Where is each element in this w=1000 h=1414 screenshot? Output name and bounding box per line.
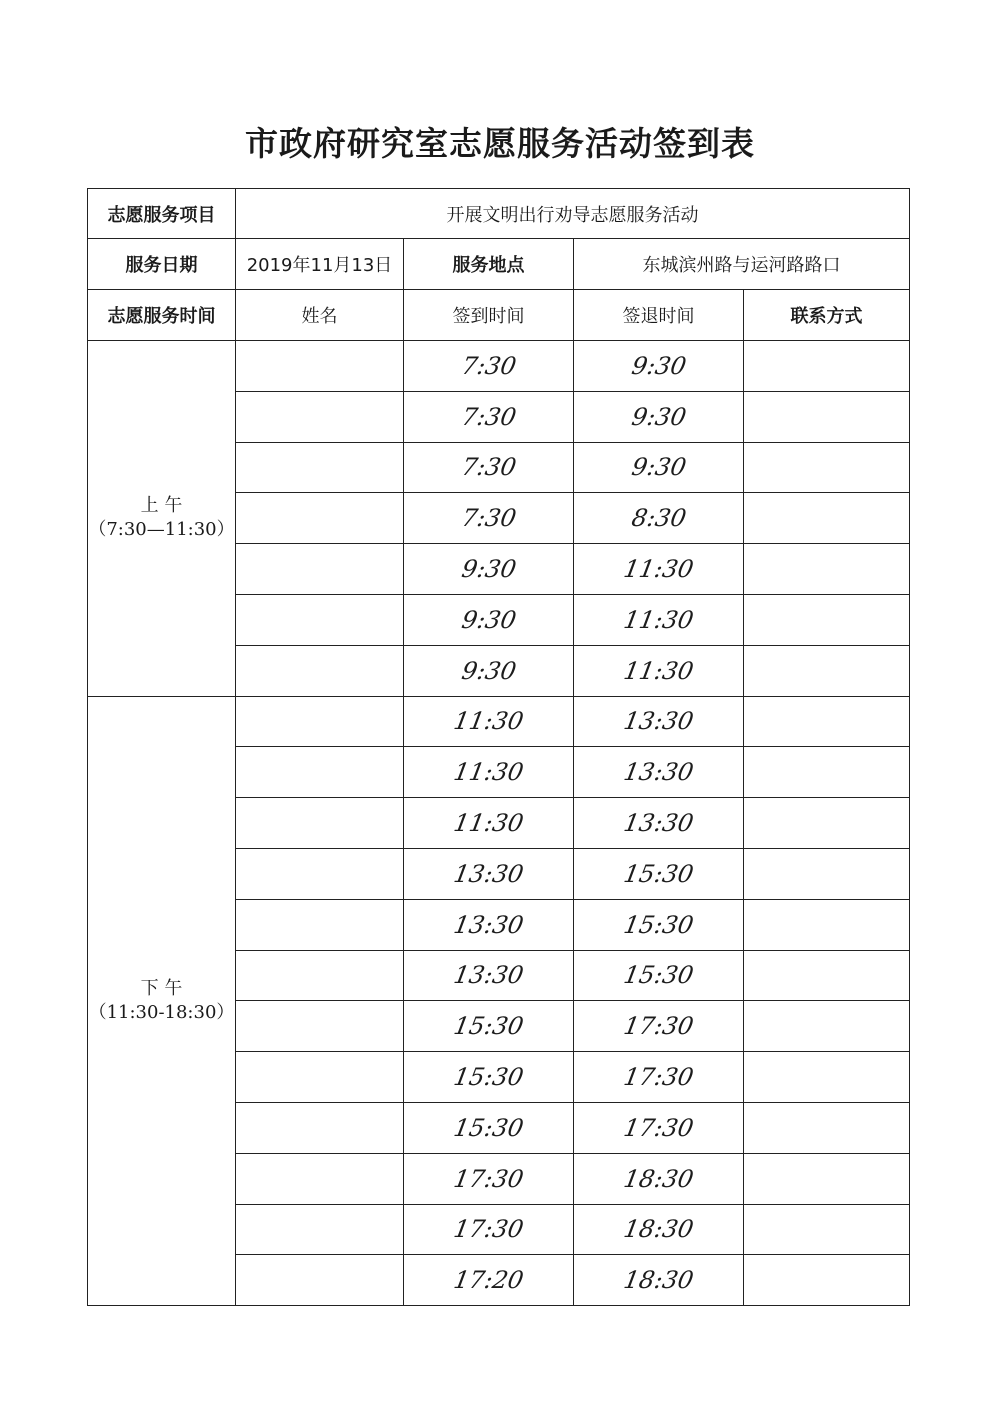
- sign-out-time: [574, 1153, 744, 1204]
- location-value: 东城滨州路与运河路路口: [574, 239, 910, 290]
- volunteer-signature: [236, 341, 404, 392]
- contact-cell: [744, 747, 910, 798]
- contact-cell: [744, 544, 910, 595]
- date-label: 服务日期: [88, 239, 236, 290]
- sign-out-time: [574, 442, 744, 493]
- session-time-range: （11:30-18:30）: [88, 1001, 235, 1023]
- sign-out-time: [574, 747, 744, 798]
- sign-out-time: [574, 1102, 744, 1153]
- sign-in-time: [404, 950, 574, 1001]
- sign-in-time: [404, 391, 574, 442]
- project-label: 志愿服务项目: [88, 189, 236, 239]
- sign-in-time: [404, 1204, 574, 1255]
- sign-out-time-text: 17:30: [621, 1113, 696, 1142]
- volunteer-signature: [236, 1204, 404, 1255]
- volunteer-signature: [236, 442, 404, 493]
- sign-out-time-text: 9:30: [629, 453, 688, 482]
- contact-cell: [744, 899, 910, 950]
- sign-out-time-text: 11:30: [621, 555, 696, 584]
- sign-in-time: [404, 594, 574, 645]
- sign-out-time-text: 11:30: [621, 605, 696, 634]
- sign-in-time: [404, 341, 574, 392]
- sign-in-time-text: 9:30: [459, 605, 518, 634]
- contact-cell: [744, 442, 910, 493]
- sign-out-time-text: 11:30: [621, 656, 696, 685]
- volunteer-signature: [236, 848, 404, 899]
- sign-out-time: [574, 594, 744, 645]
- page-title: 市政府研究室志愿服务活动签到表: [245, 124, 755, 163]
- sign-in-time: [404, 798, 574, 849]
- contact-cell: [744, 1153, 910, 1204]
- volunteer-signature: [236, 1001, 404, 1052]
- sign-out-time: [574, 1255, 744, 1306]
- sign-in-time-text: 11:30: [451, 707, 526, 736]
- date-location-row: [88, 239, 910, 290]
- sign-out-time: [574, 1204, 744, 1255]
- sign-out-time-text: 13:30: [621, 758, 696, 787]
- sign-out-time: [574, 1001, 744, 1052]
- sign-in-time-text: 13:30: [451, 859, 526, 888]
- sign-in-time: [404, 848, 574, 899]
- project-row: [88, 189, 910, 239]
- sign-out-time: [574, 1052, 744, 1103]
- sign-in-time: [404, 747, 574, 798]
- sign-out-time-text: 18:30: [621, 1266, 696, 1295]
- sign-in-time-text: 17:30: [451, 1215, 526, 1244]
- project-value: 开展文明出行劝导志愿服务活动: [236, 189, 910, 239]
- sign-in-time-text: 13:30: [451, 961, 526, 990]
- sign-out-time-text: 15:30: [621, 961, 696, 990]
- contact-cell: [744, 1255, 910, 1306]
- sign-out-time-text: 15:30: [621, 859, 696, 888]
- location-label: 服务地点: [404, 239, 574, 290]
- sign-in-table: [87, 188, 910, 1306]
- sign-out-time: [574, 544, 744, 595]
- volunteer-signature: [236, 544, 404, 595]
- contact-cell: [744, 1052, 910, 1103]
- volunteer-signature: [236, 899, 404, 950]
- name-header: 姓名: [236, 290, 404, 341]
- volunteer-signature: [236, 1255, 404, 1306]
- contact-cell: [744, 950, 910, 1001]
- morning-session-cell: [88, 341, 236, 697]
- sign-out-time-text: 13:30: [621, 809, 696, 838]
- column-header-row: [88, 290, 910, 341]
- sign-in-time-text: 17:30: [451, 1164, 526, 1193]
- sign-out-time-text: 8:30: [629, 504, 688, 533]
- volunteer-signature: [236, 1052, 404, 1103]
- sign-in-time-text: 11:30: [451, 758, 526, 787]
- sign-in-time: [404, 1102, 574, 1153]
- sign-in-time-text: 7:30: [459, 453, 518, 482]
- contact-cell: [744, 696, 910, 747]
- sign-in-time: [404, 1052, 574, 1103]
- contact-cell: [744, 341, 910, 392]
- sign-out-time: [574, 899, 744, 950]
- sign-in-time: [404, 544, 574, 595]
- volunteer-signature: [236, 594, 404, 645]
- sign-in-time-text: 9:30: [459, 555, 518, 584]
- sign-out-time-text: 9:30: [629, 402, 688, 431]
- sign-out-time: [574, 848, 744, 899]
- volunteer-signature: [236, 696, 404, 747]
- sign-out-time-text: 15:30: [621, 910, 696, 939]
- sign-out-time: [574, 391, 744, 442]
- contact-cell: [744, 1102, 910, 1153]
- sign-out-time-text: 17:30: [621, 1012, 696, 1041]
- contact-cell: [744, 645, 910, 696]
- sign-out-time: [574, 798, 744, 849]
- sign-out-time: [574, 696, 744, 747]
- sign-in-time: [404, 493, 574, 544]
- time-header: 志愿服务时间: [88, 290, 236, 341]
- sign-out-time-text: 9:30: [629, 351, 688, 380]
- sign-in-time-text: 15:30: [451, 1012, 526, 1041]
- sign-in-time-text: 9:30: [459, 656, 518, 685]
- sign-in-time-text: 15:30: [451, 1113, 526, 1142]
- session-label: 上 午: [140, 495, 183, 517]
- sign-out-time: [574, 493, 744, 544]
- sign-out-time: [574, 645, 744, 696]
- volunteer-signature: [236, 493, 404, 544]
- sign-in-time-text: 13:30: [451, 910, 526, 939]
- volunteer-signature: [236, 1153, 404, 1204]
- sign-in-time-text: 7:30: [459, 504, 518, 533]
- sign-out-time-text: 13:30: [621, 707, 696, 736]
- sign-out-header: 签退时间: [574, 290, 744, 341]
- table-row: [88, 341, 910, 392]
- afternoon-session-cell: [88, 696, 236, 1306]
- sign-in-time-text: 7:30: [459, 351, 518, 380]
- contact-header: 联系方式: [744, 290, 910, 341]
- volunteer-signature: [236, 645, 404, 696]
- sign-in-time-text: 15:30: [451, 1063, 526, 1092]
- sign-in-time: [404, 645, 574, 696]
- volunteer-signature: [236, 1102, 404, 1153]
- sign-in-time: [404, 899, 574, 950]
- sign-in-time-text: 11:30: [451, 809, 526, 838]
- sign-out-time: [574, 341, 744, 392]
- contact-cell: [744, 1001, 910, 1052]
- contact-cell: [744, 594, 910, 645]
- sign-in-header: 签到时间: [404, 290, 574, 341]
- volunteer-signature: [236, 747, 404, 798]
- sign-out-time-text: 18:30: [621, 1215, 696, 1244]
- sign-in-time: [404, 1255, 574, 1306]
- sign-out-time: [574, 950, 744, 1001]
- sign-in-time: [404, 1001, 574, 1052]
- contact-cell: [744, 391, 910, 442]
- contact-cell: [744, 493, 910, 544]
- sign-out-time-text: 17:30: [621, 1063, 696, 1092]
- contact-cell: [744, 1204, 910, 1255]
- volunteer-signature: [236, 391, 404, 442]
- session-label: 下 午: [140, 977, 183, 999]
- session-time-range: （7:30—11:30）: [88, 519, 235, 541]
- contact-cell: [744, 848, 910, 899]
- volunteer-signature: [236, 798, 404, 849]
- sign-in-time-text: 17:20: [451, 1266, 526, 1295]
- contact-cell: [744, 798, 910, 849]
- sign-in-time-text: 7:30: [459, 402, 518, 431]
- table-row: [88, 696, 910, 747]
- sign-in-time: [404, 1153, 574, 1204]
- sign-out-time-text: 18:30: [621, 1164, 696, 1193]
- volunteer-signature: [236, 950, 404, 1001]
- date-value: 2019年11月13日: [236, 239, 404, 290]
- sign-in-time: [404, 442, 574, 493]
- sign-in-time: [404, 696, 574, 747]
